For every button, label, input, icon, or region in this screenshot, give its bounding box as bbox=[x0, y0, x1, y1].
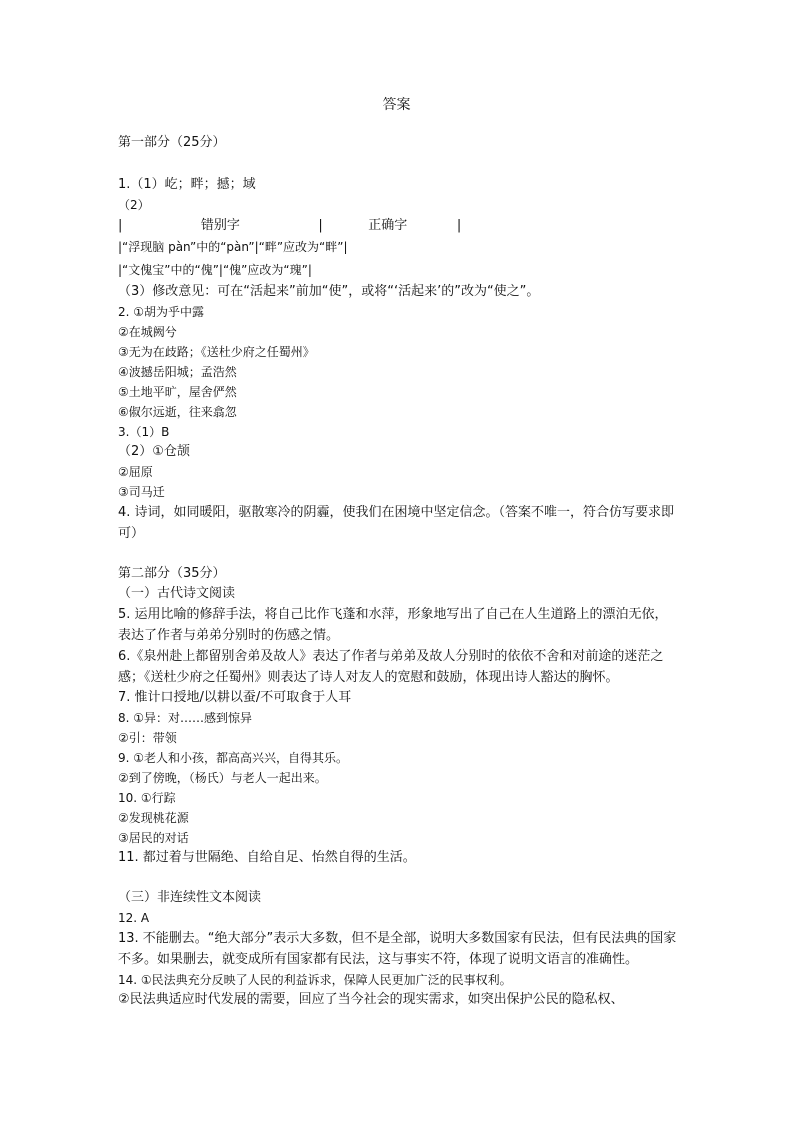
answer-line: ③无为在歧路；《送杜少府之任蜀州》 bbox=[118, 345, 315, 359]
answer-content bbox=[118, 133, 680, 1010]
answer-line: ③居民的对话 bbox=[118, 831, 189, 845]
answer-line: ②在城阙兮 bbox=[118, 325, 177, 339]
answer-line: 1.（1）屹；畔；撼；域 bbox=[118, 177, 256, 192]
answer-line: 7. 惟计口授地/以耕以蚕/不可取食于人耳 bbox=[118, 690, 352, 705]
answer-line: 10. ①行踪 bbox=[118, 791, 176, 805]
section-heading: （一）古代诗文阅读 bbox=[118, 586, 236, 601]
answer-line: ②发现桃花源 bbox=[118, 811, 189, 825]
answer-line: ⑥俶尔远逝，往来翕忽 bbox=[118, 405, 237, 419]
answer-line: ⑤土地平旷，屋舍俨然 bbox=[118, 385, 237, 399]
answer-line: ②到了傍晚，（杨氏）与老人一起出来。 bbox=[118, 771, 327, 785]
table-row: |“文傀宝”中的“傀”|“傀”应改为“瑰”| bbox=[118, 263, 312, 277]
answer-line: 12. A bbox=[118, 911, 150, 925]
section-heading: （三）非连续性文本阅读 bbox=[118, 890, 262, 905]
answer-line: （3）修改意见：可在“活起来”前加“使”，或将“‘活起来’的”改为“使之”。 bbox=[118, 284, 540, 299]
answer-line: 11. 都过着与世隔绝、自给自足、怡然自得的生活。 bbox=[118, 850, 416, 865]
answer-line: 4. 诗词，如同暖阳，驱散寒冷的阴霾，使我们在困境中坚定信念。（答案不唯一，符合仿写要求即可） bbox=[118, 505, 675, 541]
answer-line: 14. ①民法典充分反映了人民的利益诉求，保障人民更加广泛的民事权利。 bbox=[118, 973, 512, 987]
answer-line: ③司马迁 bbox=[118, 485, 165, 499]
answer-line: 2. ①胡为乎中露 bbox=[118, 305, 205, 319]
table-row: |“浮现脑 pàn”中的“pàn”|“畔”应改为“畔”| bbox=[118, 240, 348, 254]
answer-line: ②引：带领 bbox=[118, 731, 177, 745]
answer-line: 6.《泉州赴上都留别舍弟及故人》表达了作者与弟弟及故人分别时的依依不舍和对前途的迷茫之感；《送杜少府之任蜀州》则表达了诗人对友人的宽慰和鼓励，体现出诗人豁达的胸怀。 bbox=[118, 649, 664, 685]
answer-line: 13. 不能删去。“绝大部分”表示大多数，但不是全部，说明大多数国家有民法，但有民法典的国家不多。如果删去，就变成所有国家都有民法，这与事实不符，体现了说明文语言的准确性。 bbox=[118, 931, 677, 967]
part1-heading: 第一部分（25分） bbox=[118, 135, 226, 150]
answer-line: （2） bbox=[118, 198, 150, 212]
answer-line: ④波撼岳阳城；孟浩然 bbox=[118, 365, 237, 379]
table-header-row: | 错别字 | 正确字 | bbox=[118, 218, 462, 233]
answer-line: ②民法典适应时代发展的需要，回应了当今社会的现实需求，如突出保护公民的隐私权、 bbox=[118, 992, 624, 1007]
answer-line: 5. 运用比喻的修辞手法，将自己比作飞蓬和水萍，形象地写出了自己在人生道路上的漂泊无依，表达了作者与弟弟分别时的伤感之情。 bbox=[118, 607, 668, 643]
answer-line: （2）①仓颉 bbox=[118, 444, 190, 459]
page-title: 答案 bbox=[382, 97, 411, 113]
answer-line: 8. ①异：对……感到惊异 bbox=[118, 711, 253, 725]
answer-line: 3.（1）B bbox=[118, 425, 170, 439]
part2-heading: 第二部分（35分） bbox=[118, 566, 226, 581]
answer-line: 9. ①老人和小孩，都高高兴兴，自得其乐。 bbox=[118, 751, 349, 765]
answer-line: ②屈原 bbox=[118, 465, 153, 479]
